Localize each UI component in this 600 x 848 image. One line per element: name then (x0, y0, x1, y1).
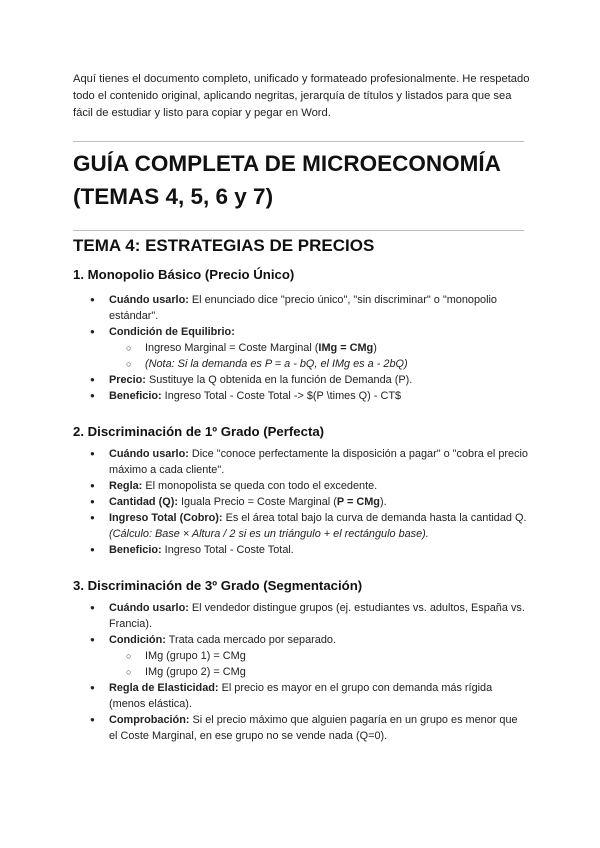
item-label: Cantidad (Q): (109, 496, 178, 508)
sub-list-item: ○ IMg (grupo 1) = CMg (109, 648, 528, 664)
item-text: Si el precio máximo que alguien pagaría en un grupo es menor que el Coste Marginal, en ese grupo no se vende nada (Q=0). (109, 714, 518, 742)
item-label: Ingreso Total (Cobro): (109, 512, 223, 524)
item-label: Cuándo usarlo: (109, 602, 189, 614)
item-label: Regla de Elasticidad: (109, 682, 219, 694)
list-item (73, 600, 528, 632)
item-label: Comprobación: (109, 714, 190, 726)
item-label: Cuándo usarlo: (109, 294, 189, 306)
tema4-heading: TEMA 4: ESTRATEGIAS DE PRECIOS (73, 236, 375, 255)
list-item (73, 680, 528, 712)
divider-bottom (73, 230, 524, 231)
section-1-list (73, 292, 528, 404)
item-label: Condición de Equilibrio: (109, 326, 235, 338)
list-item (73, 712, 528, 744)
list-item (73, 324, 528, 372)
item-text: ). (379, 496, 387, 508)
item-text: ) (373, 342, 377, 354)
list-item (73, 478, 528, 494)
section-1-heading: 1. Monopolio Básico (Precio Único) (73, 267, 295, 282)
sub-list (109, 340, 528, 372)
section-3-heading: 3. Discriminación de 3º Grado (Segmentación) (73, 578, 363, 593)
item-text: Es el área total bajo la curva de demanda hasta la cantidad Q. (222, 512, 527, 524)
item-label: Cuándo usarlo: (109, 448, 189, 460)
sub-list (109, 648, 528, 680)
formula: P = CMg (336, 496, 380, 508)
list-item (73, 446, 528, 478)
item-text: Ingreso Total - Coste Total. (161, 544, 294, 556)
item-label: Regla: (109, 480, 143, 492)
item-text: Ingreso Marginal = Coste Marginal ( (145, 342, 319, 354)
title-line-1: GUÍA COMPLETA DE MICROECONOMÍA (73, 151, 501, 176)
title-line-2: (TEMAS 4, 5, 6 y 7) (73, 184, 274, 209)
item-text: El vendedor distingue grupos (ej. estudiantes vs. adultos, España vs. Francia). (109, 602, 525, 630)
item-label: Precio: (109, 374, 146, 386)
sub-list-item: ○ IMg (grupo 2) = CMg (109, 664, 528, 680)
divider-top (73, 141, 524, 142)
section-2-heading: 2. Discriminación de 1º Grado (Perfecta) (73, 424, 325, 439)
note-text: (Nota: Si la demanda es P = a - bQ, el IMg es a - 2bQ) (145, 358, 408, 370)
item-label: Condición: (109, 634, 166, 646)
item-text: Trata cada mercado por separado. (165, 634, 336, 646)
list-item (73, 494, 528, 510)
list-item (73, 292, 528, 324)
item-text: Ingreso Total - Coste Total -> $(P \times Q) - CT$ (161, 390, 402, 402)
sub-list-item (109, 340, 528, 356)
section-3-list (73, 600, 528, 744)
section-2-list (73, 446, 528, 558)
item-text: El enunciado dice "precio único", "sin discriminar" o "monopolio estándar". (109, 294, 497, 322)
item-text: El precio es mayor en el grupo con demanda más rígida (menos elástica). (109, 682, 493, 710)
item-label: Beneficio: (109, 544, 162, 556)
list-item (73, 372, 528, 388)
list-item (73, 542, 528, 558)
list-item (73, 388, 528, 404)
item-text: Iguala Precio = Coste Marginal ( (177, 496, 337, 508)
sub-list-item (109, 356, 528, 372)
list-item (73, 510, 528, 542)
item-text: Sustituye la Q obtenida en la función de Demanda (P). (145, 374, 413, 386)
item-text: Dice "conoce perfectamente la disposición a pagar" o "cobra el precio máximo a cada cliente". (109, 448, 528, 476)
list-item (73, 632, 528, 680)
item-text: El monopolista se queda con todo el excedente. (142, 480, 378, 492)
formula: IMg = CMg (318, 342, 374, 354)
document-title (73, 147, 533, 213)
item-label: Beneficio: (109, 390, 162, 402)
note-text: (Cálculo: Base × Altura / 2 si es un triángulo + el rectángulo base). (109, 528, 429, 540)
intro-paragraph: Aquí tienes el documento completo, unificado y formateado profesionalmente. He respetado todo el contenido original, aplicando negritas, jerarquía de títulos y listados para que sea fácil de estudiar y listo para copiar y pegar en Word. (73, 73, 530, 119)
